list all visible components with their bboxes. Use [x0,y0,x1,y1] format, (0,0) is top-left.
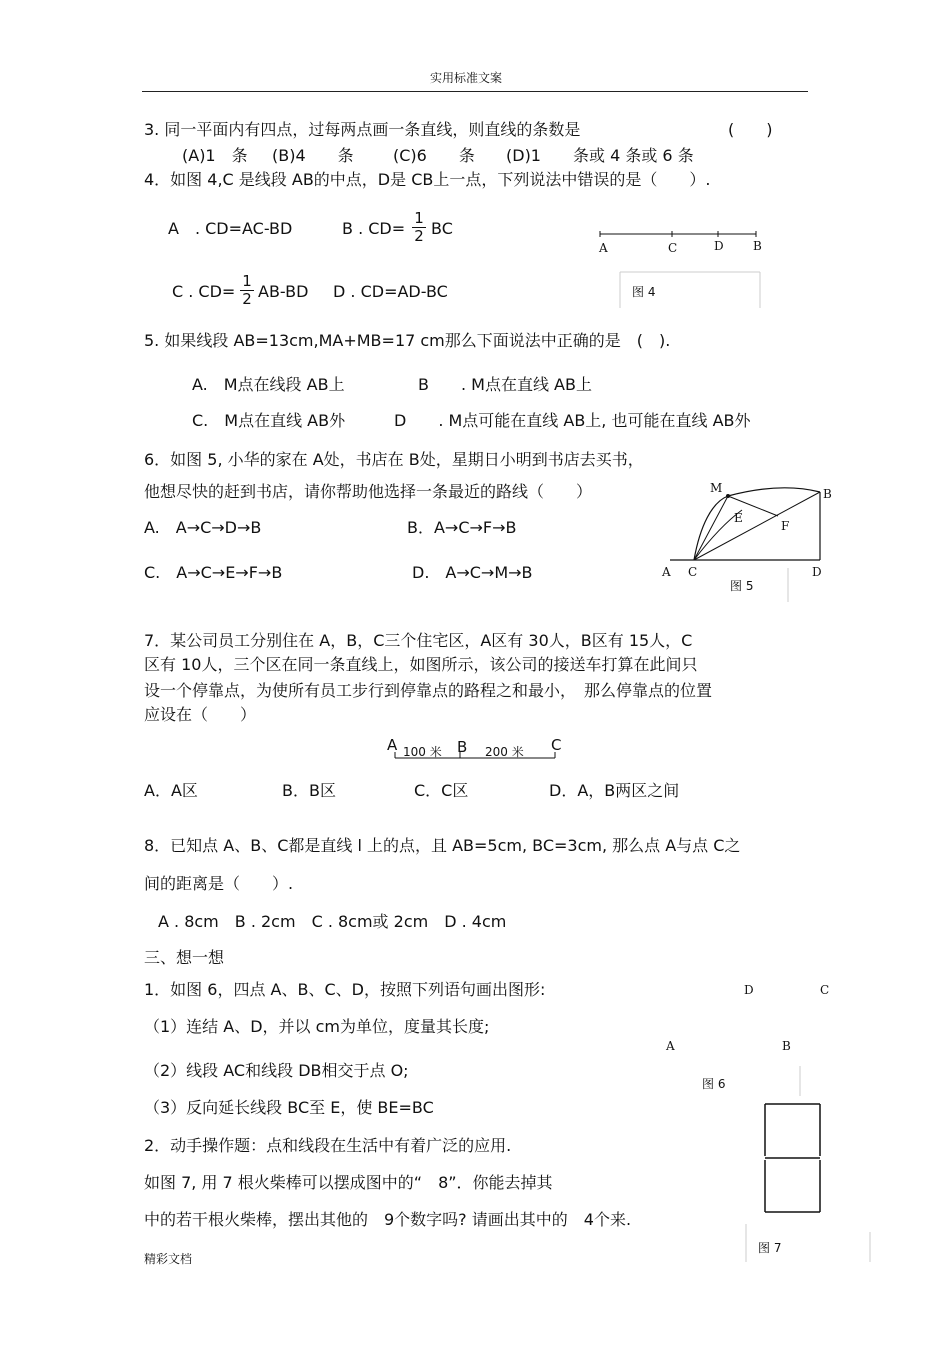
point-label-a: A [599,241,608,255]
q4-option-c-fraction [240,273,254,307]
q3-paren: ( ) [728,120,773,139]
point-label-c: C [820,983,830,997]
header-title: 实用标准文案 [430,71,503,85]
q3-option-d: (D)1 条或 4 条或 6 条 [506,146,694,165]
q8-line-1: 8．已知点 A、B、C都是直线 l 上的点，且 AB=5cm, BC=3cm, 那么点 A与点 C之 [144,836,741,855]
q5-stem: 5. 如果线段 AB=13cm,MA+MB=17 cm那么下面说法中正确的是 ( ). [144,331,671,350]
s3-q2: 2．动手操作题：点和线段在生活中有着广泛的应用. [144,1136,512,1155]
q7-option-b: B．B区 [282,781,336,800]
q7-option-d: D．A，B两区之间 [549,781,680,800]
q4-option-a: A . CD=AC-BD [168,219,293,238]
q4-option-d: D . CD=AD-BC [333,282,448,301]
q5-option-c: C. M点在直线 AB外 [192,411,346,430]
footer-label: 精彩文档 [144,1252,193,1266]
s3-q1-step-2: （2）线段 AC和线段 DB相交于点 O; [144,1061,409,1080]
fraction-numerator: 1 [242,272,252,290]
s3-q1: 1．如图 6，四点 A、B、C、D，按照下列语句画出图形: [144,980,546,999]
point-label-f: F [781,519,790,533]
point-label-c: C [688,565,698,579]
figure-6 [660,978,850,1098]
q6-option-b: B．A→C→F→B [407,518,517,537]
q8-options: A . 8cm B . 2cm C . 8cm或 2cm D . 4cm [158,912,507,931]
distance-bc: 200 米 [485,745,524,759]
s3-q1-step-1: （1）连结 A、D，并以 cm为单位，度量其长度; [144,1017,490,1036]
point-label-a: A [666,1039,675,1053]
fraction-numerator: 1 [414,209,424,227]
fraction-denominator: 2 [240,290,254,307]
point-label-a: A [662,565,671,579]
point-label-c: C [668,241,678,255]
point-label-m: M [710,481,723,495]
q6-option-d: D. A→C→M→B [412,563,533,582]
point-label-a: A [387,736,398,754]
q6-option-c: C. A→C→E→F→B [144,563,283,582]
s3-q1-step-3: （3）反向延长线段 BC至 E，使 BE=BC [144,1098,434,1117]
q6-line-1: 6．如图 5, 小华的家在 A处，书店在 B处，星期日小明到书店去买书， [144,450,644,469]
q7-line-3: 设一个停靠点，为使所有员工步行到停靠点的路程之和最小， 那么停靠点的位置 [144,681,713,700]
header-rule [142,91,808,92]
figure-4-label: 图 4 [632,285,656,299]
q3-option-a: (A)1 条 [182,146,248,165]
q6-line-2: 他想尽快的赶到书店，请你帮助他选择一条最近的路线（ ） [144,482,593,501]
q4-option-b-pre: B . CD= [342,219,406,238]
q3-option-b: (B)4 条 [272,146,354,165]
q5-option-a: A. M点在线段 AB上 [192,375,345,394]
q8-line-2: 间的距离是（ ）. [144,874,294,893]
figure-7-label: 图 7 [758,1241,782,1255]
point-label-b: B [753,239,762,253]
q4-option-b-fraction [412,210,426,244]
q7-option-a: A．A区 [144,781,198,800]
figure-5-label: 图 5 [730,579,754,593]
distance-ab: 100 米 [403,745,442,759]
point-m-dot [726,494,730,498]
point-label-b: B [457,738,468,756]
q7-line-1: 7．某公司员工分别住在 A，B，C三个住宅区，A区有 30人，B区有 15人，C [144,631,693,650]
s3-q2-line-2: 中的若干根火柴棒，摆出其他的 9个数字吗? 请画出其中的 4个来. [144,1210,632,1229]
point-label-b: B [823,487,832,501]
figure-5 [660,476,840,604]
q7-option-c: C．C区 [414,781,469,800]
q7-line-2: 区有 10人，三个区在同一条直线上，如图所示，该公司的接送车打算在此间只 [144,655,698,674]
q4-stem: 4．如图 4,C 是线段 AB的中点，D是 CB上一点，下列说法中错误的是（ ）. [144,170,711,189]
point-label-b: B [782,1039,791,1053]
q4-option-c-pre: C . CD= [172,282,236,301]
fraction-denominator: 2 [412,227,426,244]
q3-stem: 3. 同一平面内有四点，过每两点画一条直线，则直线的条数是 [144,120,581,139]
q7-line-4: 应设在（ ） [144,705,257,724]
figure-4 [596,222,776,312]
figure-7 [740,1098,880,1268]
q5-option-d: D . M点可能在直线 AB上, 也可能在直线 AB外 [394,411,751,430]
figure-6-label: 图 6 [702,1077,726,1091]
figure-q7 [385,734,575,764]
point-label-d: D [714,239,724,253]
q5-option-b: B . M点在直线 AB上 [418,375,592,394]
q6-option-a: A. A→C→D→B [144,518,262,537]
line-cb [694,492,820,560]
section-3-title: 三、想一想 [144,948,225,967]
q3-option-c: (C)6 条 [393,146,475,165]
q4-option-c-post: AB-BD [258,282,309,301]
point-label-c: C [551,736,562,754]
point-label-e: E [734,511,743,525]
q4-option-b-post: BC [431,219,453,238]
point-label-d: D [812,565,822,579]
point-label-d: D [744,983,754,997]
s3-q2-line-1: 如图 7, 用 7 根火柴棒可以摆成图中的“ 8”．你能去掉其 [144,1173,553,1192]
